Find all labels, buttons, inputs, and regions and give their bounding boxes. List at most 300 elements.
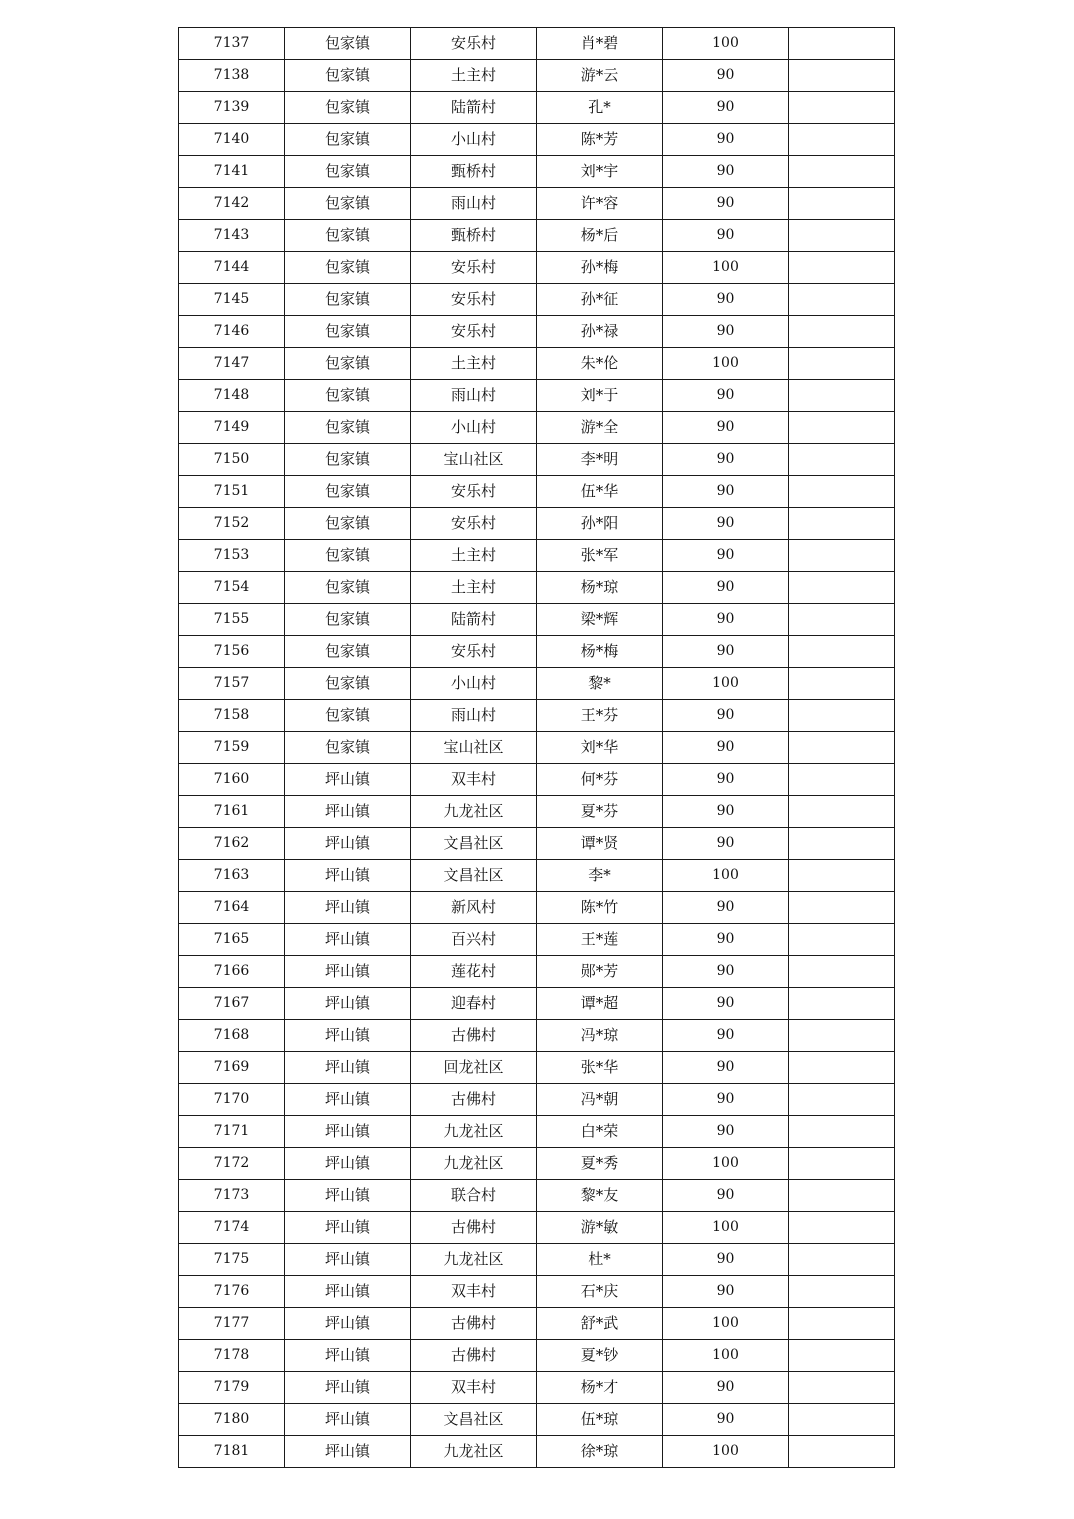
serial-number-cell: 7156 [179, 636, 285, 668]
name-cell: 游*全 [537, 412, 663, 444]
village-cell: 土主村 [411, 348, 537, 380]
table-row [179, 412, 895, 444]
name-cell: 谭*贤 [537, 828, 663, 860]
serial-number-cell: 7164 [179, 892, 285, 924]
name-cell: 陈*芳 [537, 124, 663, 156]
serial-number-cell: 7167 [179, 988, 285, 1020]
town-cell: 包家镇 [285, 220, 411, 252]
remark-cell [789, 540, 895, 572]
table-row [179, 892, 895, 924]
name-cell: 谭*超 [537, 988, 663, 1020]
village-cell: 九龙社区 [411, 1244, 537, 1276]
amount-cell: 90 [663, 476, 789, 508]
name-cell: 黎* [537, 668, 663, 700]
remark-cell [789, 348, 895, 380]
name-cell: 夏*芬 [537, 796, 663, 828]
name-cell: 肖*碧 [537, 28, 663, 60]
table-row [179, 1372, 895, 1404]
town-cell: 包家镇 [285, 284, 411, 316]
remark-cell [789, 1308, 895, 1340]
table-row [179, 572, 895, 604]
serial-number-cell: 7172 [179, 1148, 285, 1180]
town-cell: 包家镇 [285, 252, 411, 284]
table-row [179, 1308, 895, 1340]
name-cell: 张*军 [537, 540, 663, 572]
table-row [179, 1052, 895, 1084]
remark-cell [789, 956, 895, 988]
amount-cell: 90 [663, 1372, 789, 1404]
amount-cell: 90 [663, 572, 789, 604]
village-cell: 古佛村 [411, 1212, 537, 1244]
amount-cell: 100 [663, 1148, 789, 1180]
table-row [179, 1212, 895, 1244]
name-cell: 李* [537, 860, 663, 892]
village-cell: 文昌社区 [411, 860, 537, 892]
table-row [179, 92, 895, 124]
town-cell: 坪山镇 [285, 1276, 411, 1308]
remark-cell [789, 1212, 895, 1244]
serial-number-cell: 7180 [179, 1404, 285, 1436]
town-cell: 坪山镇 [285, 796, 411, 828]
amount-cell: 100 [663, 1340, 789, 1372]
serial-number-cell: 7157 [179, 668, 285, 700]
remark-cell [789, 380, 895, 412]
table-row [179, 1436, 895, 1468]
amount-cell: 90 [663, 412, 789, 444]
village-cell: 小山村 [411, 668, 537, 700]
table-row [179, 1276, 895, 1308]
table-row [179, 380, 895, 412]
remark-cell [789, 636, 895, 668]
town-cell: 坪山镇 [285, 1052, 411, 1084]
amount-cell: 90 [663, 1020, 789, 1052]
serial-number-cell: 7145 [179, 284, 285, 316]
table-row [179, 60, 895, 92]
name-cell: 梁*辉 [537, 604, 663, 636]
amount-cell: 90 [663, 316, 789, 348]
village-cell: 安乐村 [411, 636, 537, 668]
town-cell: 坪山镇 [285, 1212, 411, 1244]
table-row [179, 1116, 895, 1148]
village-cell: 迎春村 [411, 988, 537, 1020]
serial-number-cell: 7138 [179, 60, 285, 92]
remark-cell [789, 1372, 895, 1404]
name-cell: 白*荣 [537, 1116, 663, 1148]
village-cell: 古佛村 [411, 1340, 537, 1372]
serial-number-cell: 7161 [179, 796, 285, 828]
table-row [179, 924, 895, 956]
name-cell: 游*云 [537, 60, 663, 92]
serial-number-cell: 7174 [179, 1212, 285, 1244]
town-cell: 坪山镇 [285, 1084, 411, 1116]
serial-number-cell: 7158 [179, 700, 285, 732]
name-cell: 冯*朝 [537, 1084, 663, 1116]
serial-number-cell: 7181 [179, 1436, 285, 1468]
remark-cell [789, 508, 895, 540]
amount-cell: 100 [663, 28, 789, 60]
town-cell: 包家镇 [285, 28, 411, 60]
town-cell: 坪山镇 [285, 1020, 411, 1052]
name-cell: 游*敏 [537, 1212, 663, 1244]
name-cell: 孙*征 [537, 284, 663, 316]
amount-cell: 90 [663, 1052, 789, 1084]
amount-cell: 90 [663, 892, 789, 924]
table-row [179, 220, 895, 252]
town-cell: 包家镇 [285, 156, 411, 188]
table-row [179, 284, 895, 316]
amount-cell: 90 [663, 92, 789, 124]
name-cell: 刘*华 [537, 732, 663, 764]
serial-number-cell: 7137 [179, 28, 285, 60]
roster-table-body [179, 28, 895, 1468]
remark-cell [789, 156, 895, 188]
amount-cell: 90 [663, 540, 789, 572]
village-cell: 文昌社区 [411, 1404, 537, 1436]
amount-cell: 100 [663, 1436, 789, 1468]
village-cell: 小山村 [411, 124, 537, 156]
remark-cell [789, 700, 895, 732]
remark-cell [789, 60, 895, 92]
remark-cell [789, 1148, 895, 1180]
town-cell: 坪山镇 [285, 1372, 411, 1404]
name-cell: 杨*才 [537, 1372, 663, 1404]
village-cell: 古佛村 [411, 1084, 537, 1116]
serial-number-cell: 7153 [179, 540, 285, 572]
table-row [179, 1084, 895, 1116]
village-cell: 土主村 [411, 60, 537, 92]
remark-cell [789, 604, 895, 636]
amount-cell: 90 [663, 444, 789, 476]
remark-cell [789, 188, 895, 220]
town-cell: 坪山镇 [285, 924, 411, 956]
serial-number-cell: 7155 [179, 604, 285, 636]
village-cell: 陆箭村 [411, 604, 537, 636]
town-cell: 包家镇 [285, 604, 411, 636]
town-cell: 坪山镇 [285, 956, 411, 988]
remark-cell [789, 1244, 895, 1276]
village-cell: 宝山社区 [411, 444, 537, 476]
table-row [179, 540, 895, 572]
name-cell: 夏*秀 [537, 1148, 663, 1180]
town-cell: 包家镇 [285, 380, 411, 412]
remark-cell [789, 124, 895, 156]
remark-cell [789, 28, 895, 60]
name-cell: 舒*武 [537, 1308, 663, 1340]
table-row [179, 508, 895, 540]
table-row [179, 316, 895, 348]
amount-cell: 90 [663, 1404, 789, 1436]
serial-number-cell: 7142 [179, 188, 285, 220]
serial-number-cell: 7165 [179, 924, 285, 956]
village-cell: 小山村 [411, 412, 537, 444]
table-row [179, 764, 895, 796]
serial-number-cell: 7169 [179, 1052, 285, 1084]
serial-number-cell: 7179 [179, 1372, 285, 1404]
town-cell: 包家镇 [285, 636, 411, 668]
town-cell: 坪山镇 [285, 860, 411, 892]
remark-cell [789, 476, 895, 508]
town-cell: 包家镇 [285, 444, 411, 476]
village-cell: 安乐村 [411, 284, 537, 316]
town-cell: 包家镇 [285, 508, 411, 540]
name-cell: 黎*友 [537, 1180, 663, 1212]
village-cell: 安乐村 [411, 476, 537, 508]
remark-cell [789, 828, 895, 860]
table-row [179, 1340, 895, 1372]
table-row [179, 1148, 895, 1180]
town-cell: 坪山镇 [285, 1404, 411, 1436]
village-cell: 九龙社区 [411, 1436, 537, 1468]
serial-number-cell: 7177 [179, 1308, 285, 1340]
amount-cell: 90 [663, 156, 789, 188]
village-cell: 陆箭村 [411, 92, 537, 124]
name-cell: 张*华 [537, 1052, 663, 1084]
table-row [179, 444, 895, 476]
table-row [179, 700, 895, 732]
remark-cell [789, 412, 895, 444]
town-cell: 坪山镇 [285, 828, 411, 860]
name-cell: 孙*禄 [537, 316, 663, 348]
serial-number-cell: 7178 [179, 1340, 285, 1372]
remark-cell [789, 92, 895, 124]
name-cell: 刘*于 [537, 380, 663, 412]
amount-cell: 90 [663, 124, 789, 156]
serial-number-cell: 7151 [179, 476, 285, 508]
town-cell: 坪山镇 [285, 1308, 411, 1340]
name-cell: 李*明 [537, 444, 663, 476]
table-row [179, 188, 895, 220]
name-cell: 石*庆 [537, 1276, 663, 1308]
village-cell: 文昌社区 [411, 828, 537, 860]
village-cell: 宝山社区 [411, 732, 537, 764]
name-cell: 伍*华 [537, 476, 663, 508]
town-cell: 包家镇 [285, 92, 411, 124]
town-cell: 包家镇 [285, 476, 411, 508]
table-row [179, 956, 895, 988]
amount-cell: 90 [663, 1116, 789, 1148]
table-row [179, 124, 895, 156]
remark-cell [789, 764, 895, 796]
remark-cell [789, 572, 895, 604]
village-cell: 安乐村 [411, 28, 537, 60]
amount-cell: 90 [663, 1276, 789, 1308]
table-row [179, 796, 895, 828]
serial-number-cell: 7149 [179, 412, 285, 444]
name-cell: 何*芬 [537, 764, 663, 796]
table-row [179, 732, 895, 764]
serial-number-cell: 7163 [179, 860, 285, 892]
amount-cell: 90 [663, 924, 789, 956]
amount-cell: 90 [663, 508, 789, 540]
village-cell: 安乐村 [411, 252, 537, 284]
town-cell: 包家镇 [285, 348, 411, 380]
town-cell: 包家镇 [285, 412, 411, 444]
table-row [179, 156, 895, 188]
roster-table [178, 27, 895, 1468]
serial-number-cell: 7176 [179, 1276, 285, 1308]
amount-cell: 100 [663, 1308, 789, 1340]
amount-cell: 90 [663, 956, 789, 988]
village-cell: 双丰村 [411, 764, 537, 796]
town-cell: 坪山镇 [285, 1116, 411, 1148]
remark-cell [789, 668, 895, 700]
serial-number-cell: 7171 [179, 1116, 285, 1148]
serial-number-cell: 7170 [179, 1084, 285, 1116]
table-row [179, 860, 895, 892]
name-cell: 孙*梅 [537, 252, 663, 284]
village-cell: 古佛村 [411, 1308, 537, 1340]
town-cell: 包家镇 [285, 60, 411, 92]
town-cell: 坪山镇 [285, 892, 411, 924]
remark-cell [789, 284, 895, 316]
table-row [179, 1020, 895, 1052]
remark-cell [789, 220, 895, 252]
name-cell: 杨*后 [537, 220, 663, 252]
remark-cell [789, 444, 895, 476]
amount-cell: 90 [663, 828, 789, 860]
serial-number-cell: 7154 [179, 572, 285, 604]
table-row [179, 1404, 895, 1436]
name-cell: 夏*钞 [537, 1340, 663, 1372]
serial-number-cell: 7139 [179, 92, 285, 124]
village-cell: 联合村 [411, 1180, 537, 1212]
amount-cell: 100 [663, 348, 789, 380]
village-cell: 安乐村 [411, 508, 537, 540]
table-row [179, 1244, 895, 1276]
village-cell: 九龙社区 [411, 1116, 537, 1148]
table-row [179, 476, 895, 508]
amount-cell: 90 [663, 188, 789, 220]
remark-cell [789, 1052, 895, 1084]
village-cell: 古佛村 [411, 1020, 537, 1052]
amount-cell: 90 [663, 796, 789, 828]
remark-cell [789, 860, 895, 892]
remark-cell [789, 924, 895, 956]
serial-number-cell: 7143 [179, 220, 285, 252]
amount-cell: 90 [663, 700, 789, 732]
table-row [179, 252, 895, 284]
serial-number-cell: 7140 [179, 124, 285, 156]
serial-number-cell: 7173 [179, 1180, 285, 1212]
name-cell: 陈*竹 [537, 892, 663, 924]
serial-number-cell: 7166 [179, 956, 285, 988]
serial-number-cell: 7144 [179, 252, 285, 284]
town-cell: 坪山镇 [285, 764, 411, 796]
serial-number-cell: 7150 [179, 444, 285, 476]
village-cell: 九龙社区 [411, 796, 537, 828]
remark-cell [789, 892, 895, 924]
village-cell: 甄桥村 [411, 156, 537, 188]
village-cell: 莲花村 [411, 956, 537, 988]
remark-cell [789, 1436, 895, 1468]
table-row [179, 348, 895, 380]
name-cell: 杨*梅 [537, 636, 663, 668]
table-row [179, 668, 895, 700]
serial-number-cell: 7160 [179, 764, 285, 796]
table-row [179, 988, 895, 1020]
town-cell: 坪山镇 [285, 1340, 411, 1372]
name-cell: 伍*琼 [537, 1404, 663, 1436]
table-row [179, 1180, 895, 1212]
name-cell: 杜* [537, 1244, 663, 1276]
table-row [179, 636, 895, 668]
remark-cell [789, 1084, 895, 1116]
town-cell: 包家镇 [285, 732, 411, 764]
village-cell: 甄桥村 [411, 220, 537, 252]
village-cell: 双丰村 [411, 1372, 537, 1404]
serial-number-cell: 7168 [179, 1020, 285, 1052]
amount-cell: 90 [663, 60, 789, 92]
remark-cell [789, 796, 895, 828]
amount-cell: 100 [663, 1212, 789, 1244]
name-cell: 徐*琼 [537, 1436, 663, 1468]
remark-cell [789, 1180, 895, 1212]
village-cell: 回龙社区 [411, 1052, 537, 1084]
name-cell: 朱*伦 [537, 348, 663, 380]
amount-cell: 100 [663, 252, 789, 284]
remark-cell [789, 1404, 895, 1436]
serial-number-cell: 7175 [179, 1244, 285, 1276]
village-cell: 土主村 [411, 572, 537, 604]
amount-cell: 90 [663, 1244, 789, 1276]
amount-cell: 90 [663, 284, 789, 316]
town-cell: 包家镇 [285, 124, 411, 156]
town-cell: 包家镇 [285, 700, 411, 732]
remark-cell [789, 732, 895, 764]
village-cell: 安乐村 [411, 316, 537, 348]
village-cell: 双丰村 [411, 1276, 537, 1308]
town-cell: 坪山镇 [285, 1180, 411, 1212]
remark-cell [789, 988, 895, 1020]
remark-cell [789, 252, 895, 284]
serial-number-cell: 7152 [179, 508, 285, 540]
village-cell: 九龙社区 [411, 1148, 537, 1180]
name-cell: 孙*阳 [537, 508, 663, 540]
town-cell: 坪山镇 [285, 1148, 411, 1180]
amount-cell: 100 [663, 860, 789, 892]
name-cell: 郧*芳 [537, 956, 663, 988]
serial-number-cell: 7147 [179, 348, 285, 380]
town-cell: 坪山镇 [285, 1436, 411, 1468]
amount-cell: 100 [663, 668, 789, 700]
serial-number-cell: 7148 [179, 380, 285, 412]
serial-number-cell: 7141 [179, 156, 285, 188]
remark-cell [789, 1116, 895, 1148]
village-cell: 雨山村 [411, 700, 537, 732]
serial-number-cell: 7162 [179, 828, 285, 860]
amount-cell: 90 [663, 764, 789, 796]
town-cell: 包家镇 [285, 572, 411, 604]
town-cell: 包家镇 [285, 188, 411, 220]
table-row [179, 828, 895, 860]
name-cell: 许*容 [537, 188, 663, 220]
amount-cell: 90 [663, 1084, 789, 1116]
serial-number-cell: 7146 [179, 316, 285, 348]
town-cell: 包家镇 [285, 540, 411, 572]
remark-cell [789, 316, 895, 348]
remark-cell [789, 1276, 895, 1308]
table-row [179, 28, 895, 60]
amount-cell: 90 [663, 988, 789, 1020]
name-cell: 王*芬 [537, 700, 663, 732]
remark-cell [789, 1340, 895, 1372]
village-cell: 雨山村 [411, 188, 537, 220]
amount-cell: 90 [663, 604, 789, 636]
village-cell: 雨山村 [411, 380, 537, 412]
village-cell: 土主村 [411, 540, 537, 572]
remark-cell [789, 1020, 895, 1052]
amount-cell: 90 [663, 1180, 789, 1212]
